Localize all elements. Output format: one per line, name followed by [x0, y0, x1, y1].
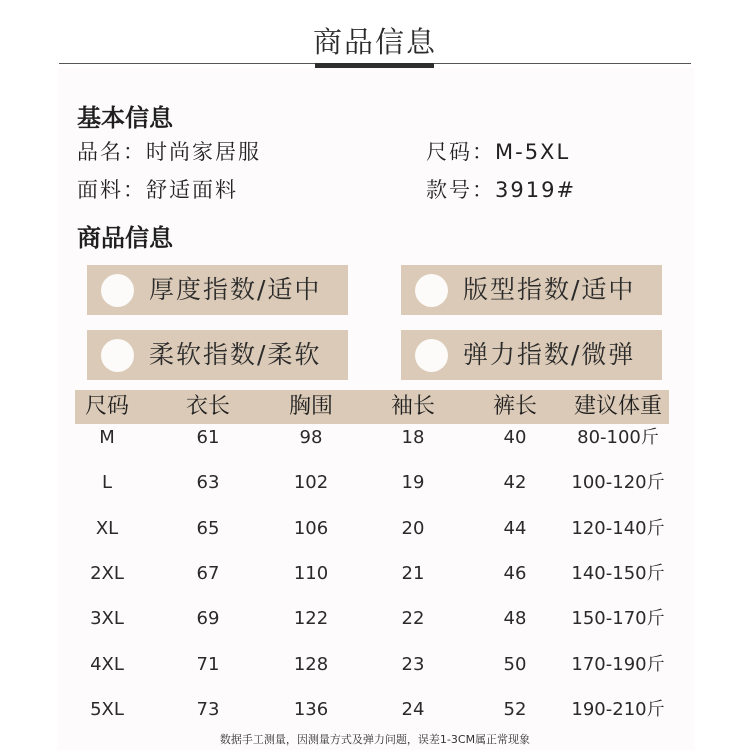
cell-weight: 150-170斤 — [571, 608, 665, 629]
index-pill-elasticity — [401, 330, 662, 380]
footnote: 数据手工测量，因测量方式及弹力问题，误差1-3CM属正常现象 — [219, 733, 531, 746]
cell-size: 5XL — [90, 699, 124, 720]
cell-chest: 106 — [293, 518, 329, 539]
cell-chest: 122 — [293, 608, 329, 629]
cell-size: 4XL — [90, 654, 124, 675]
cell-length: 65 — [196, 518, 220, 539]
circle-icon — [415, 274, 448, 307]
style-number: 款号：3919# — [426, 178, 577, 202]
index-pill-fit — [401, 265, 662, 315]
cell-size: M — [99, 427, 115, 448]
cell-pants: 40 — [503, 427, 527, 448]
index-label: 版型指数/适中 — [463, 275, 636, 304]
cell-length: 69 — [196, 608, 220, 629]
page-title: 商品信息 — [312, 25, 437, 59]
cell-weight: 140-150斤 — [571, 563, 665, 584]
cell-weight: 120-140斤 — [571, 518, 665, 539]
header-pants: 裤长 — [492, 394, 538, 419]
cell-chest: 102 — [293, 472, 329, 493]
header-size: 尺码 — [84, 394, 130, 419]
cell-weight: 170-190斤 — [571, 654, 665, 675]
cell-chest: 136 — [293, 699, 329, 720]
cell-pants: 52 — [503, 699, 527, 720]
cell-pants: 48 — [503, 608, 527, 629]
cell-length: 61 — [196, 427, 220, 448]
cell-pants: 46 — [503, 563, 527, 584]
index-label: 厚度指数/适中 — [149, 275, 322, 304]
cell-chest: 128 — [293, 654, 329, 675]
cell-pants: 42 — [503, 472, 527, 493]
circle-icon — [101, 274, 134, 307]
basic-info-heading: 基本信息 — [77, 104, 173, 132]
cell-size: 2XL — [90, 563, 124, 584]
cell-length: 71 — [196, 654, 220, 675]
cell-sleeve: 21 — [401, 563, 425, 584]
title-underline — [315, 63, 434, 68]
cell-size: L — [101, 472, 113, 493]
cell-weight: 190-210斤 — [571, 699, 665, 720]
cell-length: 67 — [196, 563, 220, 584]
cell-weight: 80-100斤 — [577, 427, 659, 448]
circle-icon — [101, 339, 134, 372]
product-info-heading: 商品信息 — [77, 224, 173, 252]
fabric: 面料：舒适面料 — [77, 178, 238, 202]
header-sleeve: 袖长 — [390, 394, 436, 419]
cell-sleeve: 24 — [401, 699, 425, 720]
cell-size: XL — [95, 518, 119, 539]
cell-sleeve: 19 — [401, 472, 425, 493]
cell-sleeve: 18 — [401, 427, 425, 448]
cell-pants: 50 — [503, 654, 527, 675]
header-chest: 胸围 — [288, 394, 334, 419]
index-label: 柔软指数/柔软 — [149, 340, 322, 369]
cell-weight: 100-120斤 — [571, 472, 665, 493]
product-name: 品名：时尚家居服 — [77, 140, 261, 164]
cell-pants: 44 — [503, 518, 527, 539]
index-label: 弹力指数/微弹 — [463, 340, 636, 369]
cell-length: 73 — [196, 699, 220, 720]
cell-chest: 98 — [299, 427, 323, 448]
size-range: 尺码：M-5XL — [426, 140, 571, 164]
index-pill-thickness — [87, 265, 348, 315]
header-length: 衣长 — [185, 394, 231, 419]
cell-sleeve: 22 — [401, 608, 425, 629]
cell-sleeve: 20 — [401, 518, 425, 539]
index-pill-softness — [87, 330, 348, 380]
circle-icon — [415, 339, 448, 372]
cell-chest: 110 — [293, 563, 329, 584]
header-weight: 建议体重 — [573, 394, 663, 419]
cell-sleeve: 23 — [401, 654, 425, 675]
cell-length: 63 — [196, 472, 220, 493]
cell-size: 3XL — [90, 608, 124, 629]
